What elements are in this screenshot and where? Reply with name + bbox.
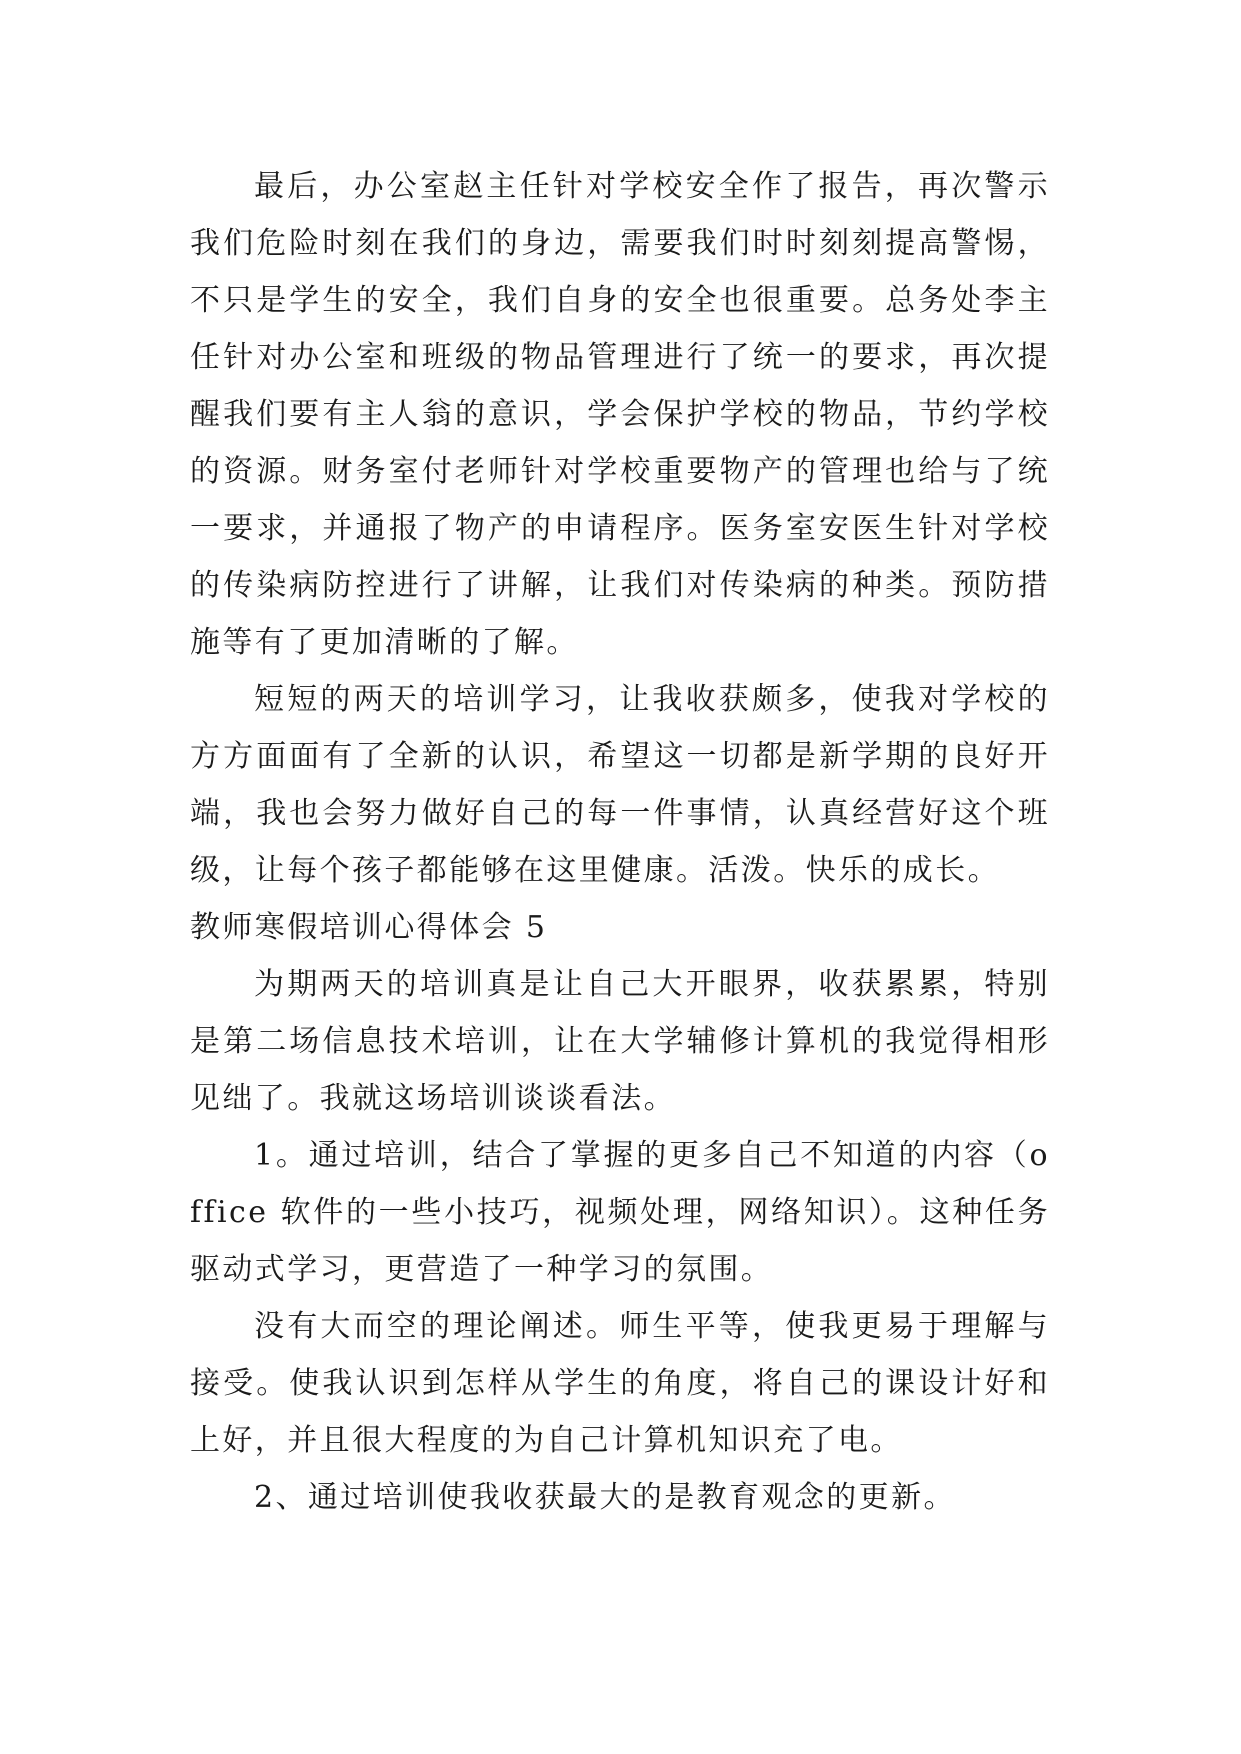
paragraph-point-2: 2、通过培训使我收获最大的是教育观念的更新。	[254, 1480, 956, 1515]
section-heading: 教师寒假培训心得体会 5	[190, 910, 548, 945]
paragraph-theory: 没有大而空的理论阐述。师生平等，使我更易于理解与接受。使我认识到怎样从学生的角度，将自己的课设计好和上好，并且很大程度的为自己计算机知识充了电。	[190, 1309, 1050, 1458]
paragraph-point-1: 1。通过培训，结合了掌握的更多自己不知道的内容（office 软件的一些小技巧，视频处理，网络知识）。这种任务驱动式学习，更营造了一种学习的氛围。	[190, 1138, 1050, 1287]
document-body	[190, 158, 1050, 1526]
paragraph-safety-report: 最后，办公室赵主任针对学校安全作了报告，再次警示我们危险时刻在我们的身边，需要我们时时刻刻提高警惕，不只是学生的安全，我们自身的安全也很重要。总务处李主任针对办公室和班级的物品管理进行了统一的要求，再次提醒我们要有主人翁的意识，学会保护学校的物品，节约学校的资源。财务室付老师针对学校重要物产的管理也给与了统一要求，并通报了物产的申请程序。医务室安医生针对学校的传染病防控进行了讲解，让我们对传染病的种类。预防措施等有了更加清晰的了解。	[190, 169, 1050, 660]
paragraph-training-summary: 短短的两天的培训学习，让我收获颇多，使我对学校的方方面面有了全新的认识，希望这一切都是新学期的良好开端，我也会努力做好自己的每一件事情，认真经营好这个班级，让每个孩子都能够在这里健康。活泼。快乐的成长。	[190, 682, 1050, 888]
paragraph-intro: 为期两天的培训真是让自己大开眼界，收获累累，特别是第二场信息技术培训，让在大学辅修计算机的我觉得相形见绌了。我就这场培训谈谈看法。	[190, 967, 1050, 1116]
